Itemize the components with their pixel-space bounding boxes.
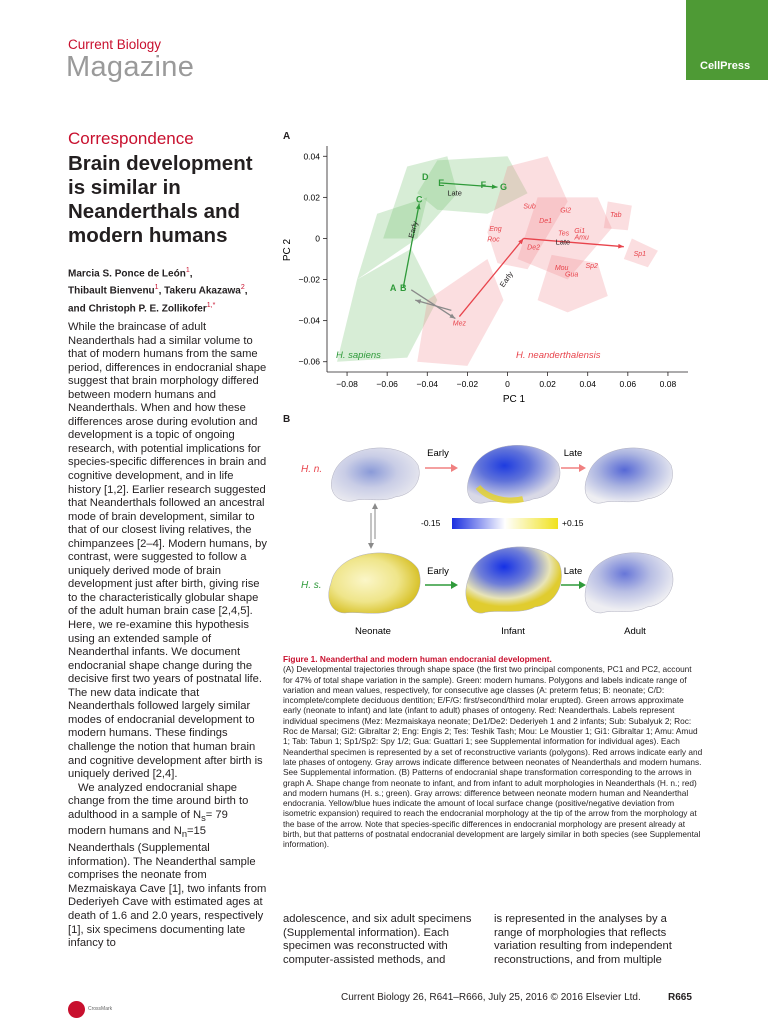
neanderthal-point-Sub: Sub: [523, 203, 536, 211]
x-tick-label: 0.08: [659, 379, 677, 389]
x-tick-label: 0.04: [579, 379, 596, 389]
brain-hn-infant: [467, 445, 560, 503]
journal-name: Current Biology: [68, 37, 162, 52]
neanderthal-point-Amu: Amu: [574, 234, 589, 242]
body-text-column-2: adolescence, and six adult specimens (Supplemental information). Each specimen was reconstructed with computer-assisted methods, and: [283, 913, 472, 966]
arrow-label-hs-late: Late: [563, 566, 583, 577]
sapiens-point-E: E: [438, 177, 445, 188]
figure-caption: [283, 654, 703, 850]
sapiens-point-C: C: [416, 194, 423, 205]
author-name: Christoph P. E. Zollikofer: [88, 302, 207, 314]
sapiens-point-D: D: [422, 171, 429, 182]
body-text-column-3: is represented in the analyses by a range of morphologies that reflects variation resulting from independent reconstructions, and from multiple: [494, 913, 672, 966]
stage-label-adult: Adult: [624, 626, 646, 637]
neanderthal-point-Gi2: Gi2: [560, 207, 572, 215]
x-tick-label: −0.06: [376, 379, 398, 389]
row-label-hn: H. n.: [301, 464, 323, 475]
author-name: Takeru Akazawa: [164, 285, 241, 297]
colorbar: [452, 518, 558, 529]
neanderthal-point-Sp1: Sp1: [633, 250, 647, 258]
author-name: Marcia S. Ponce de León: [68, 268, 186, 280]
y-axis-label: PC 2: [282, 238, 293, 262]
neanderthal-point-Eng: Eng: [489, 226, 502, 234]
pca-scatter-chart: [278, 140, 698, 410]
section-heading: Correspondence: [68, 129, 194, 148]
author-affiliation: 2: [240, 284, 245, 292]
caption-title: Figure 1. Neanderthal and modern human endocranial development.: [283, 654, 552, 664]
y-tick-label: −0.04: [298, 315, 320, 326]
article-title: Brain development is similar in Neanderthals and modern humans: [68, 152, 253, 247]
brain-hn-adult: [585, 448, 672, 503]
neanderthal-point-De2: De2: [527, 244, 540, 252]
body-paragraph: We analyzed endocranial shape change from the time around birth to adulthood in a sample of $N_s= 79$ modern humans and $N_n=15$ Neanderthals (Supplemental information). The Neanderthal sample comprises the neonate from Mezmaiskaya Cave [1], two infants from Dederiyeh Cave with estimated ages at death of 1.6 and 2.0 years, respectively [1], six specimens documenting late infancy to: [68, 781, 267, 950]
stage-label-infant: Infant: [501, 626, 525, 637]
author-list: Marcia S. Ponce de León$^1$, Thibault Bienvenu$^1$, Takeru Akazawa$^2$, and Christoph P. E. Zollikofer$^{1,*}$: [68, 267, 248, 314]
neanderthal-point-Mez: Mez: [452, 320, 466, 328]
publisher-logo: CellPress: [700, 60, 751, 72]
neanderthal-point-Sp2: Sp2: [585, 263, 598, 271]
caption-text: (A) Developmental trajectories through shape space (the first two principal components, PC1 and PC2, account for 47% of total shape variation in the sample). Green: modern humans. Polygons and labels indicate range of variation and mean values, respectively, for consecutive age classes (A: preterm fetus; B: neonate; C/D: incomplete/complete deciduous dentition; E/F/G: first/second/third molar erupted). Green arrows approximate early (neonate to infant) and late (infant to adult) phases of ontogeny. Red: Neanderthals. Labels represent individual specimens (Mez: Mezmaiskaya neonate; De1/De2: Dederiyeh 1 and 2 infants; Sub: Subalyuk 2; Roc: Roc de Marsal; Gi2: Gibraltar 2; Eng: Engis 2; Tes: Teshik Tash; Mou: Le Moustier 1; Gi1: Gibraltar 1; Amu: Amud 1; Tab: Tabun 1; Sp1/Sp2: Spy 1/2; Gua: Guattari 1; see Supplemental information for individual ages). Each Neanderthal specimen is represented by a set of reconstructive variants (polygons). Red arrows indicate early and late phases of ontogeny. Gray arrows indicate difference between neonates of Neanderthals and modern humans. See Supplemental information. (B) Patterns of endocranial shape transformation corresponding to the arrows in graph A. Shape change from neonate to infant, and from infant to adult morphologies in Neanderthals (H. n.; red) and modern humans (H. s.; green). Gray arrows: difference between neonate modern human and Neanderthal endocrania. Yellow/blue hues indicate the amount of local surface change (positive/negative deviation from isometric expansion) required to reach the endocranial morphology at the tip of the arrow from the morphology at the base of the arrow. Note that species-specific differences in endocranial morphology are present already at birth, but that patterns of postnatal endocranial development are largely similar in both species (see Supplemental information).: [283, 664, 703, 850]
neanderthal-point-Tab: Tab: [610, 211, 622, 219]
panel-b-label: B: [283, 414, 291, 425]
brain-hs-adult: [585, 553, 673, 613]
neanderthal-point-Tes: Tes: [558, 230, 570, 238]
neanderthal-point-Gi1: Gi1: [574, 228, 586, 236]
brain-hs-neonate: [329, 553, 421, 613]
variation-polygon-neanderthal: [417, 259, 503, 366]
panel-a-label: A: [283, 131, 291, 142]
body-paragraph: While the braincase of adult Neanderthals had a similar volume to that of modern humans from the same period, differences in endocranial shape suggest that brain morphology differed between modern humans and Neanderthals. When and how these differences arose during evolution and development is a topic of ongoing research, with potential implications for species-specific differences in brain and cognitive development, and in life history [1,2]. Earlier research suggested that Neanderthals followed an ancestral mode of brain development, similar to that of our closest living relatives, the chimpanzees [2–4]. Modern humans, by contrast, were suggested to follow a uniquely derived mode of brain development just after birth, giving rise to the characteristically globular shape of the adult human brain case [2,4,5]. Here, we re-examine this hypothesis using an extended sample of Neanderthal infants. We document endocranial shape change during the decisive first two years of postnatal life. The new data indicate that Neanderthals followed largely similar modes of endocranial development to modern humans. These findings challenge the notion that human brain and cognitive development after birth is uniquely derived [2,4].: [68, 321, 267, 781]
sapiens-point-A: A: [389, 282, 397, 293]
arrow-label-hn-early: Early: [427, 448, 449, 459]
sapiens-point-G: G: [499, 182, 507, 193]
x-tick-label: −0.08: [336, 379, 358, 389]
x-tick-label: 0.02: [539, 379, 556, 389]
x-tick-label: 0: [505, 379, 510, 389]
neanderthal-point-Gua: Gua: [565, 271, 579, 279]
colorbar-max: +0.15: [562, 518, 584, 528]
x-tick-label: −0.04: [416, 379, 439, 389]
arrow-label-hn-late: Late: [563, 448, 583, 459]
neanderthal-point-De1: De1: [539, 217, 553, 225]
legend-sapiens: H. sapiens: [336, 350, 381, 361]
y-tick-label: 0: [315, 233, 320, 244]
x-axis-label: PC 1: [502, 394, 526, 405]
brain-hn-neonate: [331, 448, 419, 501]
neanderthal-point-Roc: Roc: [487, 236, 500, 244]
phase-label-sapiens-late: Late: [447, 188, 462, 198]
arrow-label-hs-early: Early: [427, 566, 449, 577]
neanderthal-point-Mou: Mou: [554, 265, 569, 273]
colorbar-min: -0.15: [421, 518, 441, 528]
crossmark-label: CrossMark: [88, 1006, 113, 1012]
x-tick-label: 0.06: [619, 379, 637, 389]
sapiens-point-F: F: [480, 180, 487, 191]
row-label-hs: H. s.: [301, 580, 322, 591]
author-affiliation: 1,*: [206, 301, 216, 309]
author-name: Thibault Bienvenu: [68, 285, 155, 297]
phase-label-neanderthal-early: Early: [497, 269, 515, 289]
stage-label-neonate: Neonate: [355, 626, 391, 637]
y-tick-label: 0.02: [303, 192, 320, 203]
y-tick-label: −0.02: [298, 274, 320, 285]
y-tick-label: −0.06: [298, 356, 320, 367]
x-tick-label: −0.02: [456, 379, 479, 389]
magazine-label: Magazine: [66, 51, 195, 83]
author-affiliation: 1: [154, 284, 159, 292]
brain-hs-infant: [466, 547, 562, 613]
crossmark-icon[interactable]: [68, 1001, 85, 1018]
body-text-left: [68, 321, 268, 951]
phase-label-sapiens-early: Early: [406, 220, 420, 239]
endocast-panel: [283, 425, 693, 640]
author-affiliation: 1: [185, 267, 190, 274]
y-tick-label: 0.04: [303, 151, 320, 162]
legend-neanderthalensis: H. neanderthalensis: [516, 350, 601, 361]
sapiens-point-B: B: [399, 282, 407, 293]
page-number: R665: [668, 992, 692, 1003]
footer-citation: Current Biology 26, R641–R666, July 25, 2016 © 2016 Elsevier Ltd.: [341, 992, 641, 1003]
phase-label-neanderthal-late: Late: [555, 237, 571, 247]
